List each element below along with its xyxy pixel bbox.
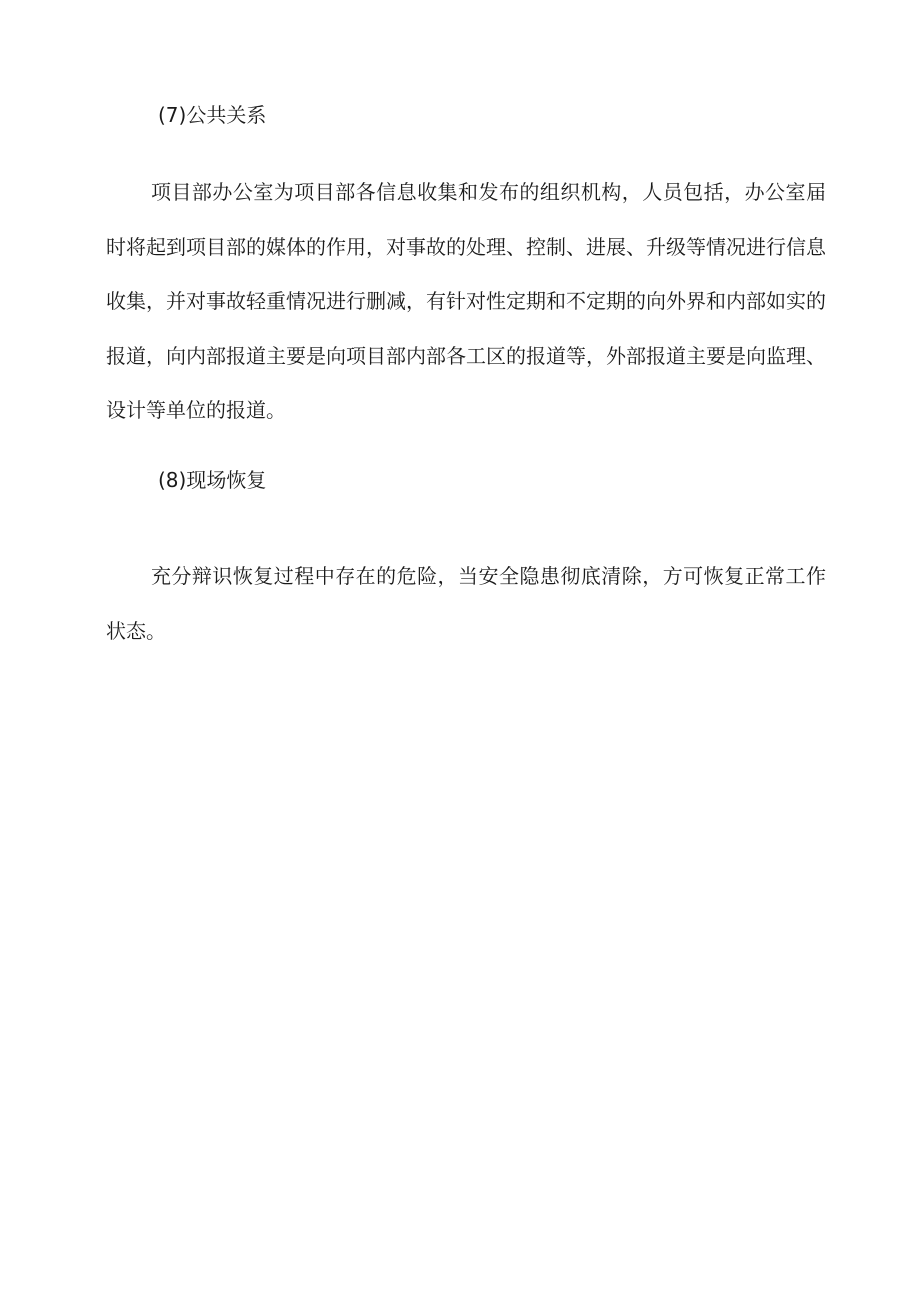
section-paragraph-public-relations: 项目部办公室为项目部各信息收集和发布的组织机构，人员包括，办公室届时将起到项目部的媒体的作用，对事故的处理、控制、进展、升级等情况进行信息收集，并对事故轻重情况进行删减，有针对性定期和不定期的向外界和内部如实的报道，向内部报道主要是向项目部内部各工区的报道等，外部报道主要是向监理、设计等单位的报道。	[106, 180, 826, 422]
section-heading-site-recovery: (8)现场恢复	[158, 468, 267, 492]
section-paragraph-site-recovery: 充分辩识恢复过程中存在的危险，当安全隐患彻底清除，方可恢复正常工作状态。	[106, 564, 826, 643]
section-heading-public-relations: (7)公共关系	[158, 103, 267, 127]
